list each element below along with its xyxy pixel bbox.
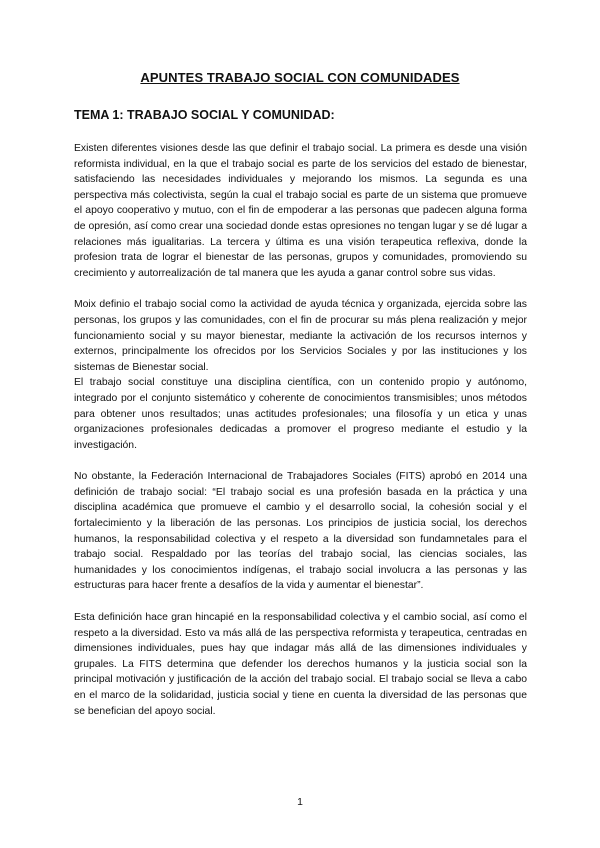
paragraph-visions: Existen diferentes visiones desde las que definir el trabajo social. La primera es desde una visión reformista individual, en la que el trabajo social es parte de los servicios del estado de bienestar, satisfaciendo las necesidades individuales y mejorando los mismos. La segunda es una perspectiva más colectivista, según la cual el trabajo social es parte de un sistema que promueve el apoyo cooperativo y mutuo, con el fin de empoderar a las personas que padecen alguna forma de opresión, así como crear una sociedad donde estas opresiones no tengan lugar y se dé lugar a relaciones más igualitarias. La tercera y última es una visión terapeutica reflexiva, donde la profesion trata de lograr el bienestar de las personas, grupos y comunidades, promoviendo su crecimiento y autorrealización de tal manera que les ayuda a ganar control sobre sus vidas.: [74, 143, 527, 279]
paragraph-collective-responsibility: Esta definición hace gran hincapié en la responsabilidad colectiva y el cambio social, así como el respeto a la diversidad. Esto va más allá de las perspectiva reformista y terapeutica, centradas en dimensiones individuales, pues hay que indagar más allá de las dimensiones individuales y grupales. La FITS determina que defender los derechos humanos y la justicia social son la principal motivación y justificación de la acción del trabajo social. El trabajo social se lleva a cabo en el marco de la solidaridad, justicia social y tiene en cuenta la diversidad de las personas que se benefician del apoyo social.: [74, 612, 527, 717]
page-number: 1: [297, 797, 303, 808]
paragraph-scientific-discipline: El trabajo social constituye una disciplina científica, con un contenido propio y autónomo, integrado por el conjunto sistemático y coherente de conocimientos transmisibles; unos métodos para obtener unos resultados; unas actitudes profesionales; una filosofía y un etica y unas organizaciones profesionales dedicadas a promover el progreso mediante el estudio y la investigación.: [74, 377, 527, 451]
paragraph-moix-definition: Moix definio el trabajo social como la actividad de ayuda técnica y organizada, ejercida sobre las personas, los grupos y las comunidades, con el fin de procurar su más plena realización y mejor funcionamiento social y su mayor bienestar, mediante la activación de los recursos internos y externos, principalmente los ofrecidos por los Servicios Sociales y por las instituciones y los sistemas de Bienestar social.: [74, 299, 527, 373]
document-body: [74, 141, 527, 735]
document-title: APUNTES TRABAJO SOCIAL CON COMUNIDADES: [140, 70, 460, 85]
paragraph-fits-definition: No obstante, la Federación Internacional de Trabajadores Sociales (FITS) aprobó en 2014 una definición de trabajo social: “El trabajo social es una profesión basada en la práctica y una disciplina académica que promueve el cambio y el desarrollo social, la cohesión social y el fortalecimiento y la liberación de las personas. Los principios de justicia social, los derechos humanos, la responsabilidad colectiva y el respeto a la diversidad son fundamnetales para el trabajo social. Respaldado por las teorías del trabajo social, las ciencias sociales, las humanidades y los conocimientos indígenas, el trabajo social involucra a las personas y las estructuras para hacer frente a desafíos de la vida y aumentar el bienestar”.: [74, 471, 527, 592]
section-title: TEMA 1: TRABAJO SOCIAL Y COMUNIDAD:: [74, 108, 335, 122]
